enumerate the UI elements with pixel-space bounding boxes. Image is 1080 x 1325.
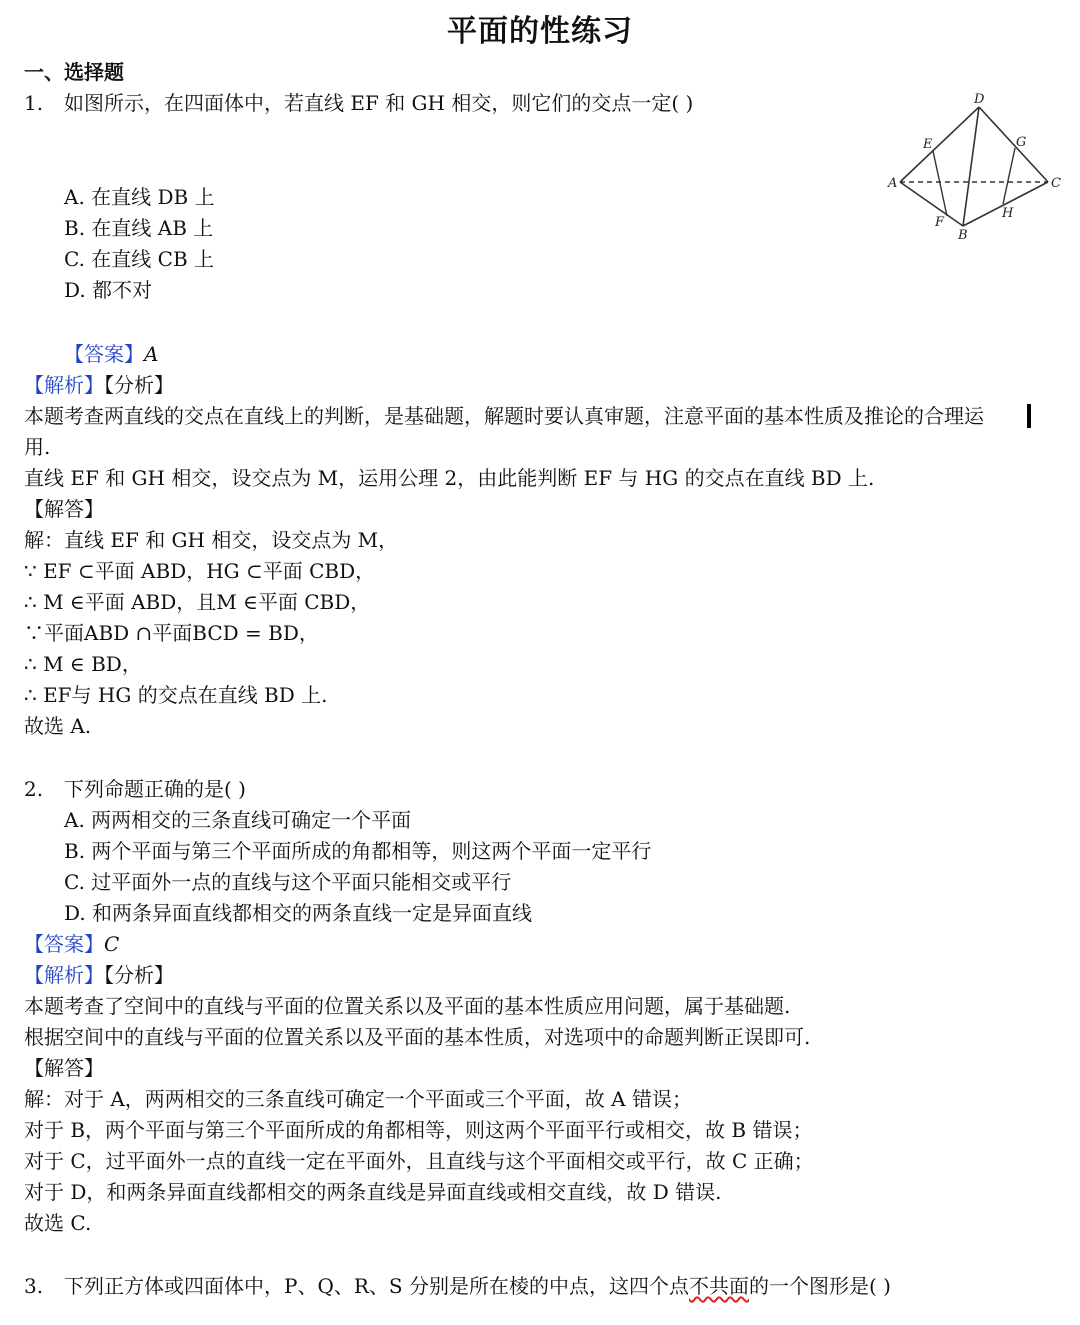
label-f: F (935, 215, 945, 230)
answer-value: A (144, 342, 159, 366)
question-text: 下列命题正确的是( ) (64, 777, 246, 801)
solution-line: ∴ M ∈平面 ABD，且M ∈平面 CBD， (24, 590, 371, 614)
analysis-line: 根据空间中的直线与平面的位置关系以及平面的基本性质，对选项中的命题判断正误即可. (24, 1025, 811, 1049)
edge-da (900, 107, 979, 182)
analysis-line: 本题考查两直线的交点在直线上的判断，是基础题，解题时要认真审题，注意平面的基本性质及推论的合理运 (24, 404, 984, 428)
solution-line: ∵ EF ⊂平面 ABD，HG ⊂平面 CBD， (24, 559, 376, 583)
option-a: A. 在直线 DB 上 (64, 185, 215, 209)
label-c: C (1051, 176, 1061, 191)
answer-tag: 【答案】 (24, 932, 104, 956)
analysis-heading (24, 371, 174, 399)
solution-line: ∴ EF与 HG 的交点在直线 BD 上. (24, 683, 328, 707)
fenxi-tag: 【分析】 (104, 963, 174, 987)
analysis-tag: 【解析】 (24, 373, 104, 397)
answer-value: C (104, 932, 120, 956)
solution-line: 故选 C. (24, 1211, 92, 1235)
label-b: B (958, 228, 968, 240)
question-text-part: 下列正方体或四面体中，P、Q、R、S 分别是所在棱的中点，这四个点 (64, 1274, 689, 1298)
analysis-line: 本题考查了空间中的直线与平面的位置关系以及平面的基本性质应用问题，属于基础题. (24, 994, 791, 1018)
tetrahedron-figure (885, 90, 1065, 240)
option-b: B. 在直线 AB 上 (64, 216, 214, 240)
analysis-tag: 【解析】 (24, 963, 104, 987)
spellcheck-underline: 不共面 (688, 1274, 749, 1298)
text-cursor (1027, 404, 1031, 428)
page-title: 平面的性练习 (447, 14, 633, 49)
option-a: A. 两两相交的三条直线可确定一个平面 (64, 808, 412, 832)
option-c: C. 过平面外一点的直线与这个平面只能相交或平行 (64, 870, 512, 894)
question-number: 3. (24, 1274, 44, 1298)
option-b: B. 两个平面与第三个平面所成的角都相等，则这两个平面一定平行 (64, 839, 652, 863)
section-heading: 一、选择题 (24, 60, 124, 84)
analysis-line: 用. (24, 435, 51, 459)
solution-tag: 【解答】 (24, 497, 104, 521)
question-number: 1. (24, 91, 44, 115)
solution-line: ∴ M ∈ BD， (24, 652, 142, 676)
option-c: C. 在直线 CB 上 (64, 247, 215, 271)
edge-dc (979, 107, 1048, 182)
solution-line: 对于 C，过平面外一点的直线一定在平面外，且直线与这个平面相交或平行，故 C 正确； (24, 1149, 814, 1173)
label-e: E (923, 137, 933, 152)
label-h: H (1002, 206, 1014, 221)
question-text: 如图所示，在四面体中，若直线 EF 和 GH 相交，则它们的交点一定( ) (64, 91, 694, 115)
solution-line: 解：对于 A，两两相交的三条直线可确定一个平面或三个平面，故 A 错误； (24, 1087, 692, 1111)
label-g: G (1016, 135, 1027, 150)
solution-line: 对于 D，和两条异面直线都相交的两条直线是异面直线或相交直线，故 D 错误. (24, 1180, 722, 1204)
edge-ab (900, 182, 963, 226)
question-number: 2. (24, 777, 44, 801)
answer-line (24, 930, 119, 958)
solution-line: 对于 B，两个平面与第三个平面所成的角都相等，则这两个平面平行或相交，故 B 错误； (24, 1118, 813, 1142)
option-d: D. 都不对 (64, 278, 153, 302)
solution-tag: 【解答】 (24, 1056, 104, 1080)
solution-line: 解：直线 EF 和 GH 相交，设交点为 M， (24, 528, 399, 552)
label-d: D (974, 92, 985, 107)
option-d: D. 和两条异面直线都相交的两条直线一定是异面直线 (64, 901, 533, 925)
solution-line: ∵平面ABD ∩平面BCD = BD， (24, 621, 319, 645)
answer-tag: 【答案】 (64, 342, 144, 366)
analysis-line: 直线 EF 和 GH 相交，设交点为 M，运用公理 2，由此能判断 EF 与 HG 的交点在直线 BD 上. (24, 466, 875, 490)
label-a: A (888, 176, 898, 191)
edge-db (963, 107, 979, 226)
solution-line: 故选 A. (24, 714, 92, 738)
question-text-part: 的一个图形是( ) (748, 1274, 891, 1298)
line-gh (1003, 148, 1015, 204)
question-text (64, 1272, 891, 1300)
analysis-heading (24, 961, 174, 989)
fenxi-tag: 【分析】 (104, 373, 174, 397)
answer-line (64, 340, 158, 368)
